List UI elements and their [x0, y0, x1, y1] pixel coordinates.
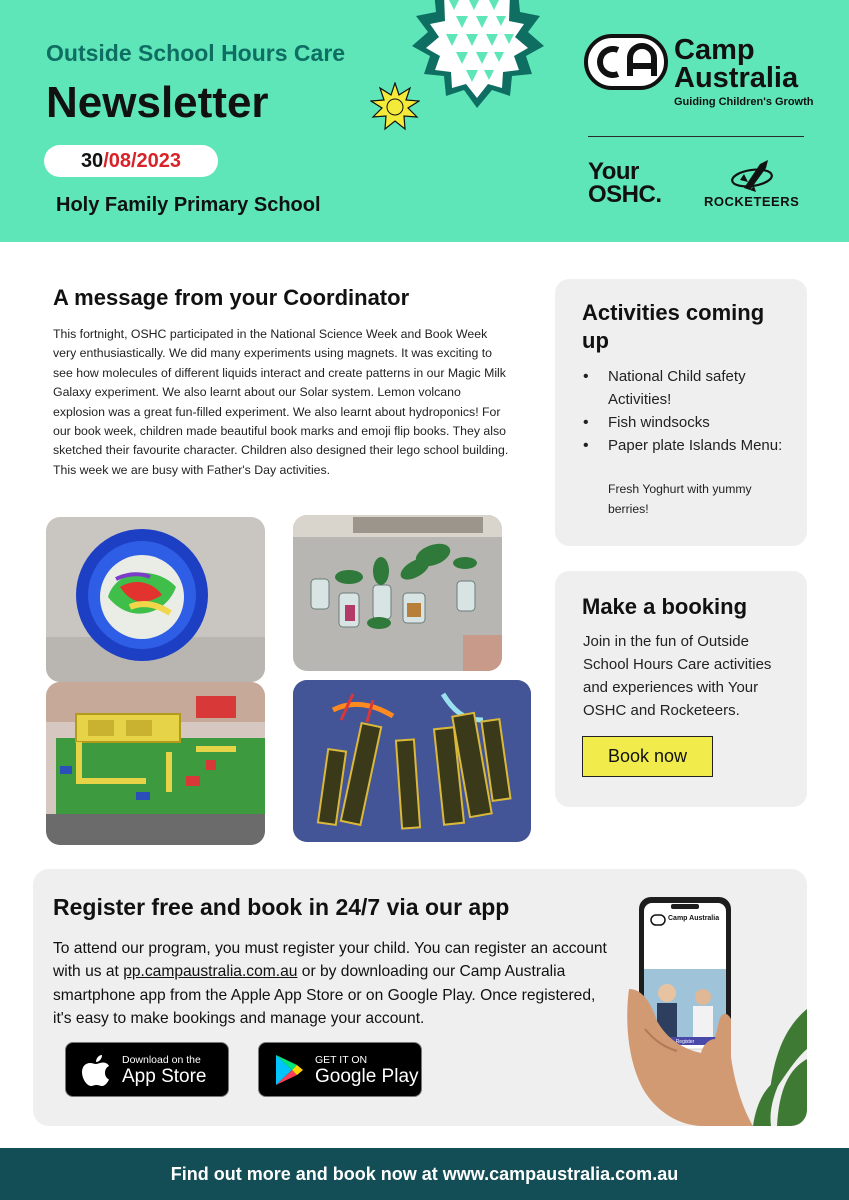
booking-card [555, 571, 807, 807]
list-item: • Fish windsocks [583, 411, 793, 434]
register-text: To attend our program, you must register your child. You can register an account with us at pp.campaustralia.com.au or by downloading our Camp Australia smartphone app from the Apple App Store or on Google Play. Once registered, it's easy to make bookings and manage your account. [53, 940, 607, 1028]
camp-australia-logo [584, 34, 814, 114]
app-store-button[interactable] [65, 1042, 229, 1097]
coordinator-message: This fortnight, OSHC participated in the National Science Week and Book Week very enthusiastically. We did many experiments using magnets. It was exciting to see how molecules of different liquids interact and create patterns in our Magic Milk Galaxy experiment. We also learnt about our Solar system. Lemon volcano explosion was a great fun-filled experiment. We also learnt about hydroponics! For our book week, children made beautiful book marks and emoji flip books. They also sketched their favourite character. Children also designed their lego school building. This week we are busy with Father's Day activities. [53, 327, 509, 477]
google-play-small-label: GET IT ON [315, 1054, 368, 1066]
magic-milk-photo [46, 517, 265, 682]
hydroponics-jars-photo [293, 515, 502, 671]
newsletter-title: Newsletter [46, 78, 269, 127]
date-day: 30 [80, 150, 104, 172]
activities-list [583, 365, 793, 457]
register-section [33, 869, 807, 1126]
date-badge [44, 145, 218, 177]
register-link[interactable]: pp.campaustralia.com.au [123, 963, 298, 981]
apple-icon [80, 1053, 112, 1087]
header-subtitle: Outside School Hours Care [46, 40, 346, 66]
header-divider [588, 136, 804, 137]
list-item: • National Child safety Activities! [583, 365, 793, 411]
date-month-year: /08/2023 [103, 150, 182, 172]
phone-in-hand-image [623, 889, 807, 1126]
lego-school-photo [46, 682, 265, 845]
your-oshc-logo: Your OSHC. [588, 158, 662, 208]
register-heading: Register free and book in 24/7 via our app [53, 894, 510, 920]
book-now-button[interactable]: Book now [582, 736, 713, 777]
menu-note: Fresh Yoghurt with yummy berries! [608, 482, 752, 516]
google-play-button[interactable] [258, 1042, 422, 1097]
coordinator-heading: A message from your Coordinator [53, 285, 410, 310]
camp-australia-logo-icon [584, 34, 668, 90]
activities-card [555, 279, 807, 546]
footer-banner[interactable]: Find out more and book now at www.campaustralia.com.au [0, 1148, 849, 1200]
app-store-label: App Store [122, 1066, 207, 1087]
phone-register-button: Register [675, 1039, 695, 1045]
app-store-small-label: Download on the [122, 1054, 201, 1066]
list-item: • Paper plate Islands Menu: [583, 434, 793, 457]
booking-text: Join in the fun of Outside School Hours Care activities and experiences with Your OSHC and Rocketeers. [583, 633, 772, 719]
rocket-icon [730, 158, 776, 192]
decorative-sun-icon [370, 82, 420, 132]
google-play-icon [273, 1053, 305, 1087]
brand-tagline: Guiding Children's Growth [674, 96, 814, 108]
phone-app-name: Camp Australia [668, 915, 720, 922]
rocketeers-logo: ROCKETEERS [704, 194, 800, 209]
bookmarks-photo [293, 680, 531, 842]
activities-title: Activities coming up [582, 300, 765, 353]
booking-title: Make a booking [582, 594, 748, 619]
google-play-label: Google Play [315, 1066, 419, 1087]
school-name: Holy Family Primary School [56, 194, 321, 216]
decorative-star-icon [398, 0, 556, 108]
newsletter-header [0, 0, 849, 242]
brand-name: Camp Australia [674, 34, 799, 94]
